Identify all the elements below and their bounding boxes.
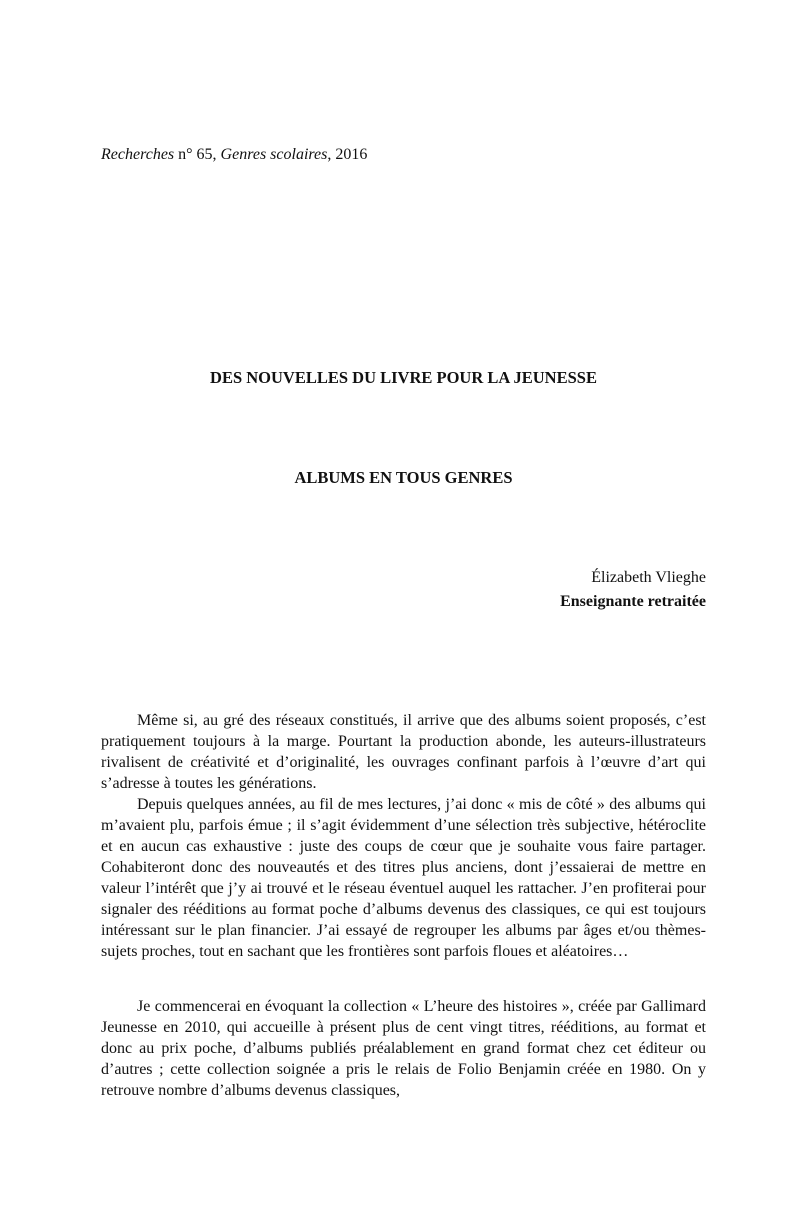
author-name: Élizabeth Vlieghe	[591, 569, 706, 586]
journal-name: Recherches	[101, 146, 175, 163]
article-title: DES NOUVELLES DU LIVRE POUR LA JEUNESSE	[210, 368, 597, 387]
body-section-collection	[101, 996, 706, 1101]
running-header	[101, 144, 367, 166]
journal-number: n° 65,	[174, 146, 221, 163]
paragraph: Depuis quelques années, au fil de mes lectures, j’ai donc « mis de côté » des albums qui m’avaient plu, parfois émue ; il s’agit évidemment d’une sélection très subjective, hétéroclite et en aucun cas exhaustive : juste des coups de cœur que je souhaite vous faire partager. Cohabiteront donc des nouveautés et des titres plus anciens, dont j’essaierai de mettre en valeur l’intérêt que j’y ai trouvé et le réseau éventuel auquel les rattacher. J’en profiterai pour signaler des rééditions au format poche d’albums devenus des classiques, ce qui est toujours intéressant sur le plan financier. J’ai essayé de regrouper les albums par âges et/ou thèmes-sujets proches, tout en sachant que les frontières sont parfois floues et aléatoires…	[101, 796, 706, 960]
body-section-intro	[101, 710, 706, 962]
author-block	[560, 566, 706, 614]
article-subtitle: ALBUMS EN TOUS GENRES	[294, 468, 513, 487]
publication-year: , 2016	[327, 146, 368, 163]
issue-title: Genres scolaires	[220, 146, 328, 163]
paragraph: Je commencerai en évoquant la collection « L’heure des histoires », créée par Gallimard Jeunesse en 2010, qui accueille à présent plus de cent vingt titres, rééditions, au format et donc au prix poche, d’albums publiés préalablement en grand format chez cet éditeur ou d’autres ; cette collection soignée a pris le relais de Folio Benjamin créée en 1980. On y retrouve nombre d’albums devenus classiques,	[101, 998, 706, 1099]
paragraph: Même si, au gré des réseaux constitués, il arrive que des albums soient proposés, c’est pratiquement toujours à la marge. Pourtant la production abonde, les auteurs-illustrateurs rivalisent de créativité et d’originalité, les ouvrages confinant parfois à l’œuvre d’art qui s’adresse à toutes les générations.	[101, 712, 706, 792]
author-affiliation: Enseignante retraitée	[560, 593, 706, 610]
